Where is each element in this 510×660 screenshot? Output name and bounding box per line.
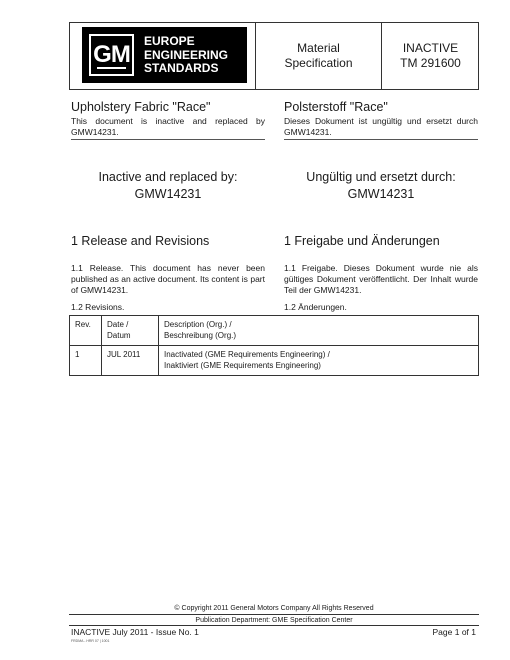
document-header: [69, 22, 479, 90]
revisions-label-german: 1.2 Änderungen.: [284, 302, 347, 312]
footer-copyright: © Copyright 2011 General Motors Company All Rights Reserved: [174, 605, 374, 612]
footer-page-number: Page 1 of 1: [432, 627, 476, 637]
notice-line: GMW14231: [134, 187, 202, 201]
header-cell-date: [102, 316, 159, 346]
header-cell-description: [159, 316, 479, 346]
header-desc-line: Description (Org.) /: [164, 320, 232, 329]
gm-logo-text: GM: [93, 41, 130, 68]
divider-rule: [284, 139, 478, 140]
footer-rule: [69, 614, 479, 615]
intro-german: Dieses Dokument ist ungültig und ersetzt durch GMW14231.: [284, 116, 478, 137]
doc-type-line: Material: [297, 41, 340, 55]
section-heading-german: 1 Freigabe und Änderungen: [284, 234, 440, 248]
logo-wordmark: [144, 35, 228, 76]
table-header-row: [70, 316, 479, 346]
doc-type-line: Specification: [284, 56, 353, 70]
logo-line: STANDARDS: [144, 61, 219, 75]
logo-line: EUROPE: [144, 34, 195, 48]
notice-line: Ungültig und ersetzt durch:: [306, 170, 456, 184]
header-date-line: Date /: [107, 320, 129, 329]
header-rev: Rev.: [75, 320, 91, 329]
release-text-english: 1.1 Release. This document has never been published as an active document. Its content is part of GMW14231.: [71, 263, 265, 295]
logo-line: ENGINEERING: [144, 47, 229, 62]
header-date-line: Datum: [107, 330, 131, 340]
row-date: JUL 2011: [107, 350, 141, 359]
row-rev: 1: [75, 350, 80, 359]
notice-line: GMW14231: [347, 187, 415, 201]
footer-rule: [69, 625, 479, 626]
doc-status-cell: [382, 23, 479, 89]
title-english: Upholstery Fabric "Race": [71, 100, 211, 114]
section-heading-english: 1 Release and Revisions: [71, 234, 210, 248]
notice-english: [71, 169, 265, 203]
cell-rev: [70, 346, 102, 376]
doc-status: INACTIVE: [402, 41, 459, 55]
row-desc-line: Inactivated (GME Requirements Engineering) /: [164, 350, 330, 359]
gm-logo-mark: [89, 34, 134, 76]
notice-line: Inactive and replaced by:: [98, 170, 238, 184]
header-desc-line: Beschreibung (Org.): [164, 330, 237, 340]
doc-type-cell: [256, 23, 381, 89]
notice-german: [284, 169, 478, 203]
title-german: Polsterstoff "Race": [284, 100, 388, 114]
table-row: [70, 346, 479, 376]
cell-description: [159, 346, 479, 376]
divider-rule: [71, 139, 265, 140]
revisions-label-english: 1.2 Revisions.: [71, 302, 125, 312]
cell-date: [102, 346, 159, 376]
header-cell-rev: [70, 316, 102, 346]
footer-issue: INACTIVE July 2011 - Issue No. 1: [71, 627, 199, 637]
footer-form-code: FRDMA - HRR 07 | 1001: [71, 639, 110, 643]
row-desc-line: Inaktiviert (GME Requirements Engineering): [164, 360, 321, 370]
intro-english: This document is inactive and replaced by GMW14231.: [71, 116, 265, 137]
revision-table: [69, 315, 479, 376]
footer-publication: Publication Department: GME Specification Center: [195, 617, 353, 624]
gme-standards-logo: [82, 27, 247, 83]
doc-number: TM 291600: [400, 56, 461, 70]
release-text-german: 1.1 Freigabe. Dieses Dokument wurde nie als gültiges Dokument veröffentlicht. Der Inhalt wurde Teil der GMW14231.: [284, 263, 478, 295]
